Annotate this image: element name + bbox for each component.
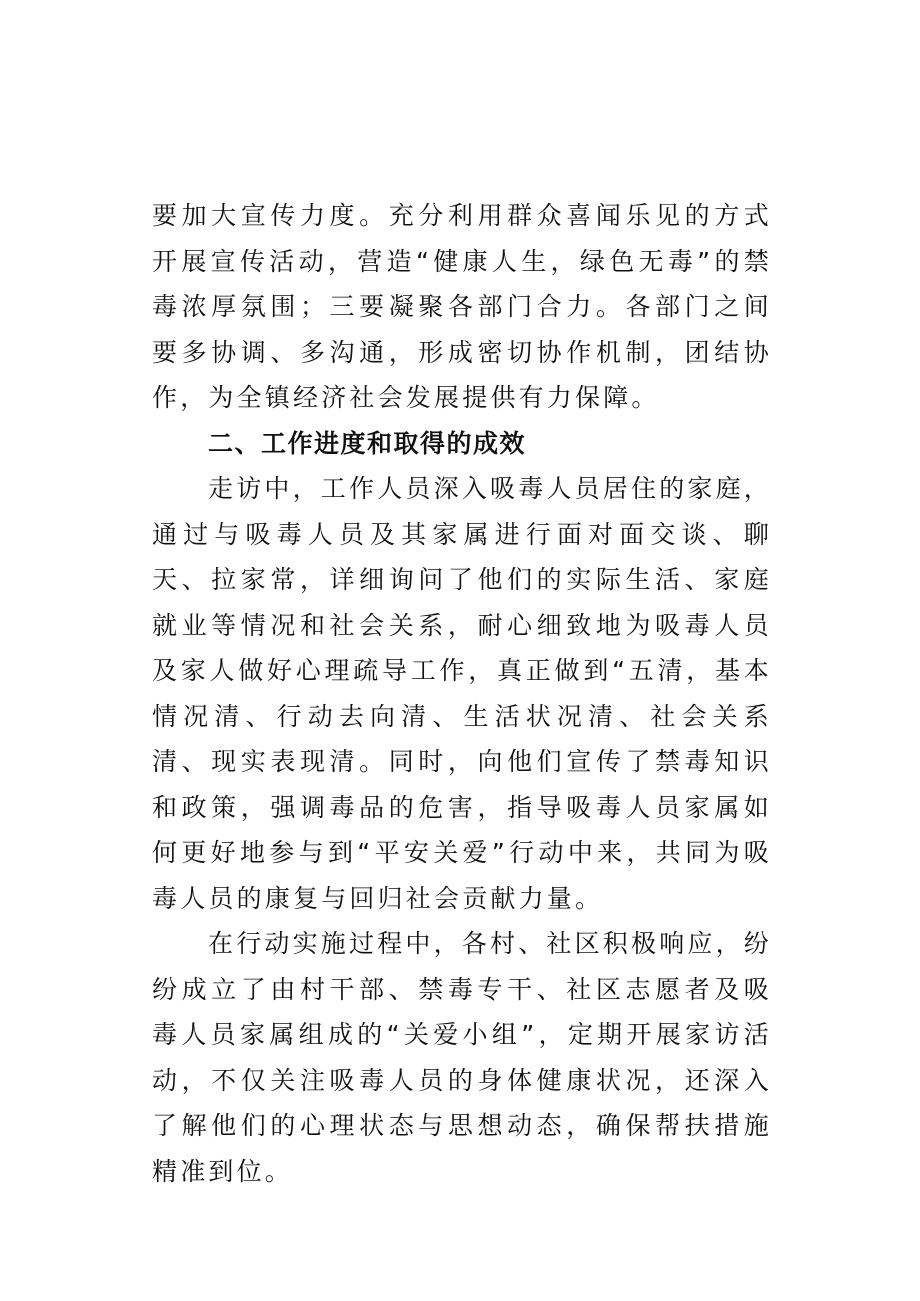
section-heading: 二、工作进度和取得的成效 — [208, 428, 527, 458]
document-body — [152, 193, 772, 1194]
paragraph-visits: 走访中，工作人员深入吸毒人员居住的家庭，通过与吸毒人员及其家属进行面对面交谈、聊天、拉家常，详细询问了他们的实际生活、家庭就业等情况和社会关系，耐心细致地为吸毒人员及家人做好心理疏导工作，真正做到“五清，基本情况清、行动去向清、生活状况清、社会关系清、现实表现清。同时，向他们宣传了禁毒知识和政策，强调毒品的危害，指导吸毒人员家属如何更好地参与到“平安关爱”行动中来，共同为吸毒人员的康复与回归社会贡献力量。 — [152, 474, 773, 913]
paragraph-implementation: 在行动实施过程中，各村、社区积极响应，纷纷成立了由村干部、禁毒专干、社区志愿者及吸毒人员家属组成的“关爱小组”，定期开展家访活动，不仅关注吸毒人员的身体健康状况，还深入了解他们的心理状态与思想动态，确保帮扶措施精准到位。 — [152, 929, 773, 1186]
paragraph-continuation: 要加大宣传力度。充分利用群众喜闻乐见的方式开展宣传活动，营造“健康人生，绿色无毒”的禁毒浓厚氛围；三要凝聚各部门合力。各部门之间要多协调、多沟通，形成密切协作机制，团结协作，为全镇经济社会发展提供有力保障。 — [152, 201, 772, 412]
